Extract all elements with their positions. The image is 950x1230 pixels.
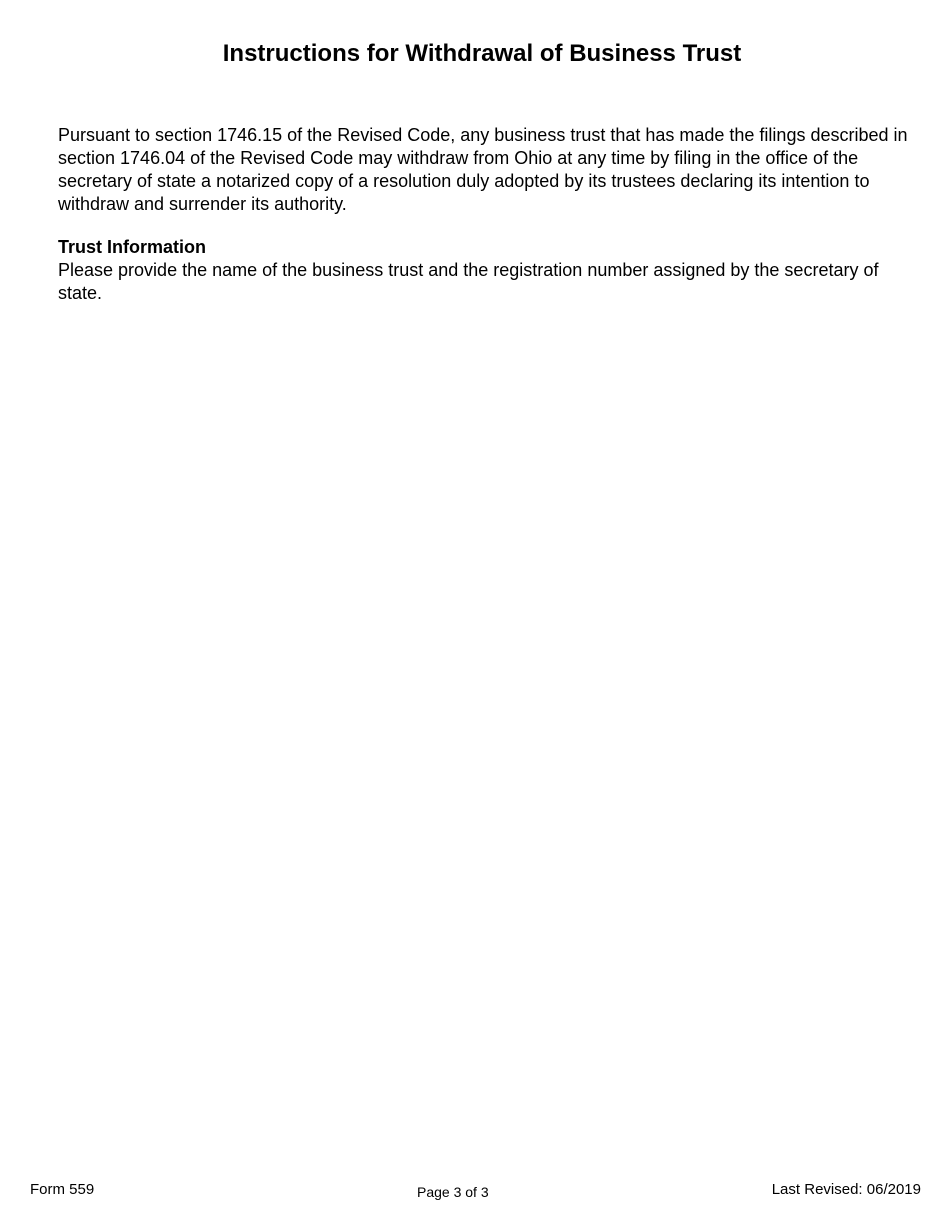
page-number: Page 3 of 3 xyxy=(417,1184,489,1200)
intro-paragraph: Pursuant to section 1746.15 of the Revised Code, any business trust that has made the filings described in section 1746.04 of the Revised Code may withdraw from Ohio at any time by filing in the office of the secretary of state a notarized copy of a resolution duly adopted by its trustees declaring its intention to withdraw and surrender its authority. xyxy=(58,125,908,214)
page-title: Instructions for Withdrawal of Business Trust xyxy=(222,40,742,67)
form-number: Form 559 xyxy=(30,1181,95,1198)
section-heading: Trust Information xyxy=(58,237,206,257)
section-text: Please provide the name of the business trust and the registration number assigned by the secretary of state. xyxy=(58,260,879,303)
last-revised: Last Revised: 06/2019 xyxy=(771,1181,921,1198)
